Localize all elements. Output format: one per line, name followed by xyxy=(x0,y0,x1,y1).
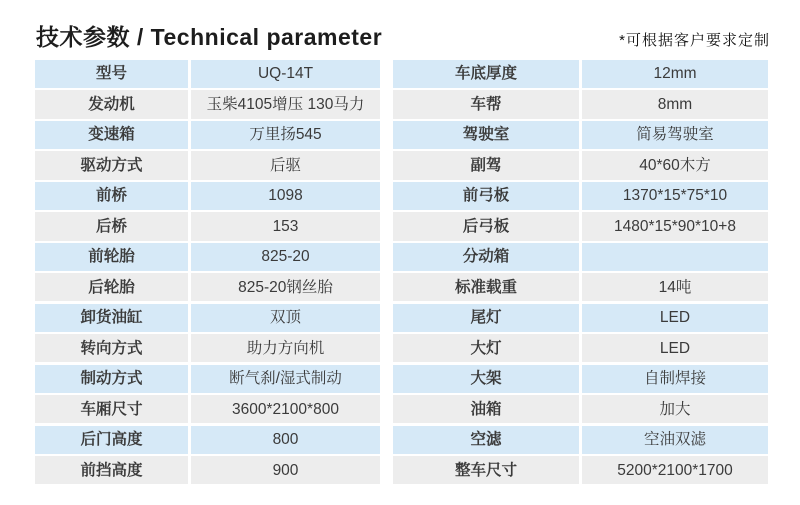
table-row xyxy=(393,212,768,240)
spec-value: 1098 xyxy=(191,182,380,210)
spec-value: 5200*2100*1700 xyxy=(582,456,768,484)
table-row xyxy=(393,90,768,118)
spec-label: 驾驶室 xyxy=(393,121,579,149)
table-row xyxy=(35,243,380,271)
spec-value: 空油双滤 xyxy=(582,426,768,454)
table-row xyxy=(393,334,768,362)
spec-label: 转向方式 xyxy=(35,334,188,362)
table-row xyxy=(35,273,380,301)
table-row xyxy=(393,121,768,149)
spec-value: 加大 xyxy=(582,395,768,423)
table-row xyxy=(35,426,380,454)
spec-label: 大灯 xyxy=(393,334,579,362)
spec-label: 前轮胎 xyxy=(35,243,188,271)
spec-label: 后轮胎 xyxy=(35,273,188,301)
spec-value: 14吨 xyxy=(582,273,768,301)
spec-value xyxy=(582,243,768,271)
table-row xyxy=(35,304,380,332)
spec-label: 型号 xyxy=(35,60,188,88)
spec-label: 分动箱 xyxy=(393,243,579,271)
table-row xyxy=(35,212,380,240)
spec-label: 前弓板 xyxy=(393,182,579,210)
spec-value: 玉柴4105增压 130马力 xyxy=(191,90,380,118)
spec-label: 车底厚度 xyxy=(393,60,579,88)
spec-label: 副驾 xyxy=(393,151,579,179)
table-row xyxy=(35,365,380,393)
table-row xyxy=(393,395,768,423)
table-row xyxy=(35,334,380,362)
spec-value: 800 xyxy=(191,426,380,454)
table-row xyxy=(35,456,380,484)
spec-label: 空滤 xyxy=(393,426,579,454)
page-title: 技术参数 / Technical parameter xyxy=(36,24,383,51)
header xyxy=(36,12,770,52)
spec-value: LED xyxy=(582,304,768,332)
table-row xyxy=(393,365,768,393)
spec-value: 8mm xyxy=(582,90,768,118)
spec-value: 1480*15*90*10+8 xyxy=(582,212,768,240)
spec-value: 900 xyxy=(191,456,380,484)
spec-label: 油箱 xyxy=(393,395,579,423)
spec-label: 后弓板 xyxy=(393,212,579,240)
spec-value: 简易驾驶室 xyxy=(582,121,768,149)
spec-value: LED xyxy=(582,334,768,362)
spec-label: 尾灯 xyxy=(393,304,579,332)
spec-value: 153 xyxy=(191,212,380,240)
table-row xyxy=(35,90,380,118)
spec-label: 整车尺寸 xyxy=(393,456,579,484)
spec-value: 40*60木方 xyxy=(582,151,768,179)
spec-value: 自制焊接 xyxy=(582,365,768,393)
spec-label: 后门高度 xyxy=(35,426,188,454)
spec-label: 后桥 xyxy=(35,212,188,240)
table-row xyxy=(35,121,380,149)
spec-table-right xyxy=(393,60,768,487)
spec-value: 825-20 xyxy=(191,243,380,271)
table-row xyxy=(393,60,768,88)
spec-label: 发动机 xyxy=(35,90,188,118)
spec-value: 双顶 xyxy=(191,304,380,332)
spec-label: 驱动方式 xyxy=(35,151,188,179)
spec-label: 前挡高度 xyxy=(35,456,188,484)
spec-value: 825-20钢丝胎 xyxy=(191,273,380,301)
table-row xyxy=(393,304,768,332)
spec-label: 车帮 xyxy=(393,90,579,118)
spec-value: 1370*15*75*10 xyxy=(582,182,768,210)
spec-value: 助力方向机 xyxy=(191,334,380,362)
spec-label: 制动方式 xyxy=(35,365,188,393)
spec-label: 卸货油缸 xyxy=(35,304,188,332)
table-row xyxy=(393,182,768,210)
spec-label: 标准载重 xyxy=(393,273,579,301)
spec-value: 后驱 xyxy=(191,151,380,179)
table-row xyxy=(393,243,768,271)
spec-value: 12mm xyxy=(582,60,768,88)
spec-label: 变速箱 xyxy=(35,121,188,149)
table-row xyxy=(35,151,380,179)
customization-note: *可根据客户要求定制 xyxy=(619,32,770,49)
spec-label: 前桥 xyxy=(35,182,188,210)
table-row xyxy=(35,60,380,88)
table-row xyxy=(35,182,380,210)
table-row xyxy=(393,456,768,484)
table-row xyxy=(393,273,768,301)
spec-value: 3600*2100*800 xyxy=(191,395,380,423)
spec-label: 大架 xyxy=(393,365,579,393)
table-row xyxy=(35,395,380,423)
table-row xyxy=(393,426,768,454)
table-row xyxy=(393,151,768,179)
spec-value: UQ-14T xyxy=(191,60,380,88)
spec-value: 断气刹/湿式制动 xyxy=(191,365,380,393)
spec-label: 车厢尺寸 xyxy=(35,395,188,423)
spec-value: 万里扬545 xyxy=(191,121,380,149)
spec-table-left xyxy=(35,60,380,487)
